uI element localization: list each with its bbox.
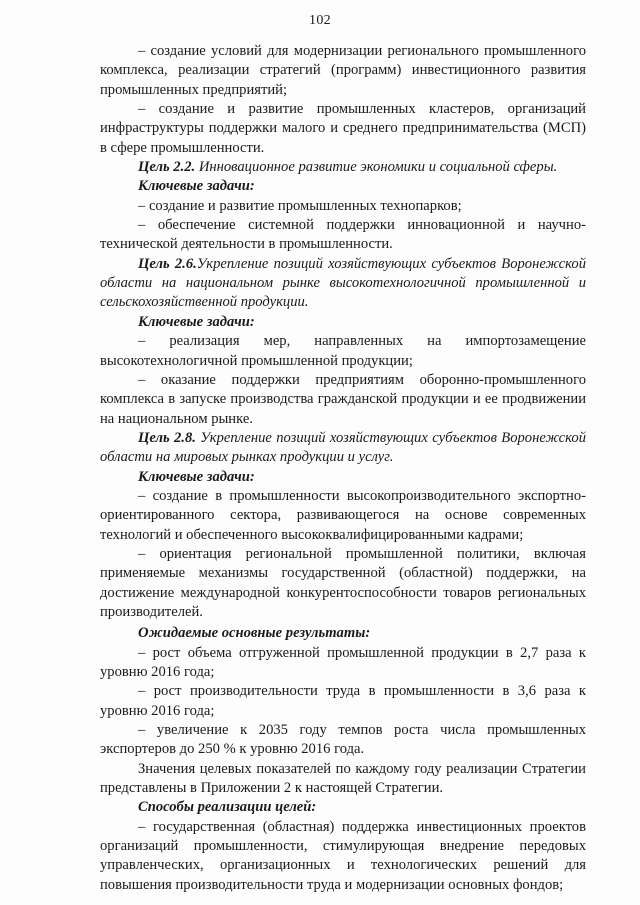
- paragraph: – создание в промышленности высокопроизводительного экспортно-ориентированного сектора, развивающегося на основе современных технологий и обеспеченного высококвалифицированными кадрами;: [100, 487, 586, 543]
- paragraph: – оказание поддержки предприятиям оборонно-промышленного комплекса в запуске производства гражданской продукции и ее продвижении на национальном рынке.: [100, 371, 586, 427]
- section-heading: Ожидаемые основные результаты:: [138, 625, 371, 642]
- goal-text: Укрепление позиций хозяйствующих субъектов Воронежской области на мировых рынках продукции и услуг.: [100, 429, 586, 466]
- goal-label: Цель 2.6.: [138, 255, 197, 272]
- goal-paragraph: [100, 255, 586, 313]
- goal-paragraph: [100, 158, 586, 177]
- paragraph: – создание условий для модернизации регионального промышленного комплекса, реализации стратегий (программ) инвестиционного развития промышленных предприятий;: [100, 43, 586, 98]
- section-heading: Ключевые задачи:: [138, 313, 255, 330]
- paragraph: – увеличение к 2035 году темпов роста числа промышленных экспортеров до 250 % к уровню 2016 года.: [100, 722, 586, 758]
- paragraph: – рост производительности труда в промышленности в 3,6 раза к уровню 2016 года;: [100, 683, 586, 719]
- goal-text: Укрепление позиций хозяйствующих субъектов Воронежской области на национальном рынке высокотехнологичной промышленной и сельскохозяйственной продукции.: [100, 255, 586, 311]
- goal-paragraph: [100, 429, 586, 468]
- goal-text: Инновационное развитие экономики и социальной сферы.: [198, 159, 558, 176]
- goal-label: Цель 2.8.: [138, 429, 196, 446]
- paragraph: – реализация мер, направленных на импортозамещение высокотехнологичной промышленной продукции;: [100, 333, 586, 369]
- section-heading: Способы реализации целей:: [138, 799, 317, 816]
- page-number: 102: [309, 13, 331, 28]
- paragraph: – создание и развитие промышленных технопарков;: [138, 197, 462, 214]
- paragraph: – обеспечение системной поддержки инновационной и научно-технической деятельности в промышленности.: [100, 217, 586, 253]
- paragraph: – создание и развитие промышленных кластеров, организаций инфраструктуры поддержки малого и среднего предпринимательства (МСП) в сфере промышленности.: [100, 101, 586, 156]
- section-heading: Ключевые задачи:: [138, 468, 255, 485]
- section-heading: Ключевые задачи:: [138, 178, 255, 195]
- paragraph: – государственная (областная) поддержка инвестиционных проектов организаций промышленности, стимулирующая внедрение передовых управленческих, организационных и технологических решений для повышения производительности труда и модернизации основных фондов;: [100, 818, 586, 893]
- goal-label: Цель 2.2.: [138, 159, 196, 176]
- paragraph: Значения целевых показателей по каждому году реализации Стратегии представлены в Приложении 2 к настоящей Стратегии.: [100, 760, 586, 797]
- paragraph: – ориентация региональной промышленной политики, включая применяемые механизмы государственной (областной) поддержки, на достижение международной конкурентоспособности товаров региональных производителей.: [100, 545, 586, 620]
- page-body: [100, 42, 586, 895]
- paragraph: – рост объема отгруженной промышленной продукции в 2,7 раза к уровню 2016 года;: [100, 644, 586, 680]
